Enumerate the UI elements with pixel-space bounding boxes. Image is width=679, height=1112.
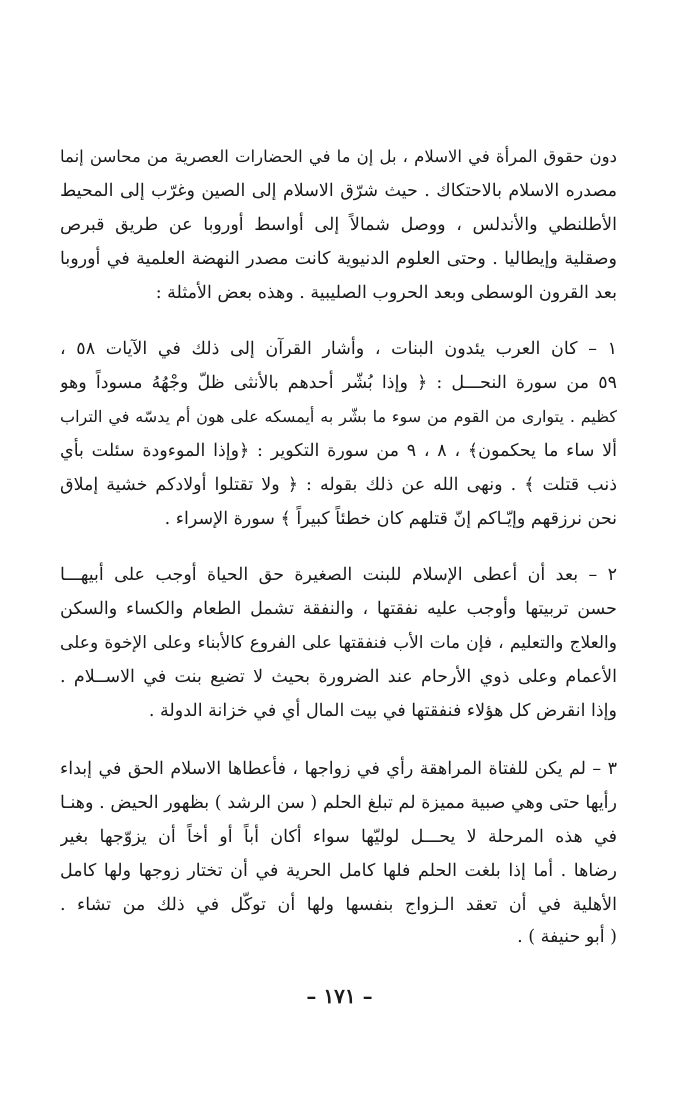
text-line: وصقلية وإيطاليا . وحتى العلوم الدنيوية كانت مصدر النهضة العلمية في أوروبا <box>60 249 617 269</box>
text-line: رأيها حتى وهي صبية مميزة لم تبلغ الحلم ( سن الرشد ) بظهور الحيض . وهنـا <box>60 793 617 813</box>
text-line: ١ – كان العرب يئدون البنات ، وأشار القرآن إلى ذلك في الآيات ٥٨ ، <box>60 339 617 359</box>
text-line: في هذه المرحلة لا يحـــل لوليّها سواء أكان أباً أو أخاً أن يزوّجها بغير <box>60 827 617 847</box>
text-line: الأهلية في أن تعقد الـزواج بنفسها ولها أن توكّل في ذلك من تشاء . <box>60 895 617 915</box>
text-line: مصدره الاسلام بالاحتكاك . حيث شرّق الاسلام إلى الصين وغرّب إلى المحيط <box>60 181 617 201</box>
text-line: الأطلنطي والأندلس ، ووصل شمالاً إلى أواسط أوروبا عن طريق قبرص <box>60 215 617 235</box>
text-line: ٢ – بعد أن أعطى الإسلام للبنت الصغيرة حق الحياة أوجب على أبيهـــا <box>60 565 617 585</box>
text-line: وإذا انقرض كل هؤلاء فنفقتها في بيت المال أي في خزانة الدولة . <box>148 701 617 721</box>
text-line: ٥٩ من سورة النحـــل : ﴿ وإذا بُشّر أحدهم بالأنثى ظلّ وجْهُهُ مسوداً وهو <box>60 373 617 393</box>
text-line: حسن تربيتها وأوجب عليه نفقتها ، والنفقة تشمل الطعام والكساء والسكن <box>60 599 617 619</box>
text-line: والعلاج والتعليم ، فإن مات الأب فنفقتها على الفروع كالأبناء وعلى الإخوة وعلى <box>60 633 617 653</box>
text-line: نحن نرزقهم وإيّـاكم إنّ قتلهم كان خطئاً كبيراً ﴾ سورة الإسراء . <box>164 509 617 529</box>
page-number: – ١٧١ – <box>306 984 373 1008</box>
text-line: الأعمام وعلى ذوي الأرحام عند الضرورة بحيث لا تضيع بنت في الاســلام . <box>60 667 617 687</box>
text-line: ( أبو حنيفة ) . <box>517 927 617 947</box>
text-line: ٣ – لم يكن للفتاة المراهقة رأي في زواجها ، فأعطاها الاسلام الحق في إبداء <box>60 759 617 779</box>
text-line: دون حقوق المرأة في الاسلام ، بل إن ما في الحضارات العصرية من محاسن إنما <box>60 147 617 166</box>
text-line: رضاها . أما إذا بلغت الحلم فلها كامل الحرية في أن تختار زوجها ولها كامل <box>60 861 617 881</box>
text-line: ذنب قتلت ﴾ . ونهى الله عن ذلك بقوله : ﴿ ولا تقتلوا أولادكم خشية إملاق <box>60 475 617 495</box>
text-line: كظيم . يتوارى من القوم من سوء ما بشّر به أيمسكه على هون أم يدسّه في التراب <box>60 407 617 426</box>
text-line: بعد القرون الوسطى وبعد الحروب الصليبية . وهذه بعض الأمثلة : <box>155 283 617 303</box>
text-line: ألا ساء ما يحكمون﴾ ، ٨ ، ٩ من سورة التكوير : ﴿وإذا الموءودة سئلت بأي <box>60 441 617 461</box>
